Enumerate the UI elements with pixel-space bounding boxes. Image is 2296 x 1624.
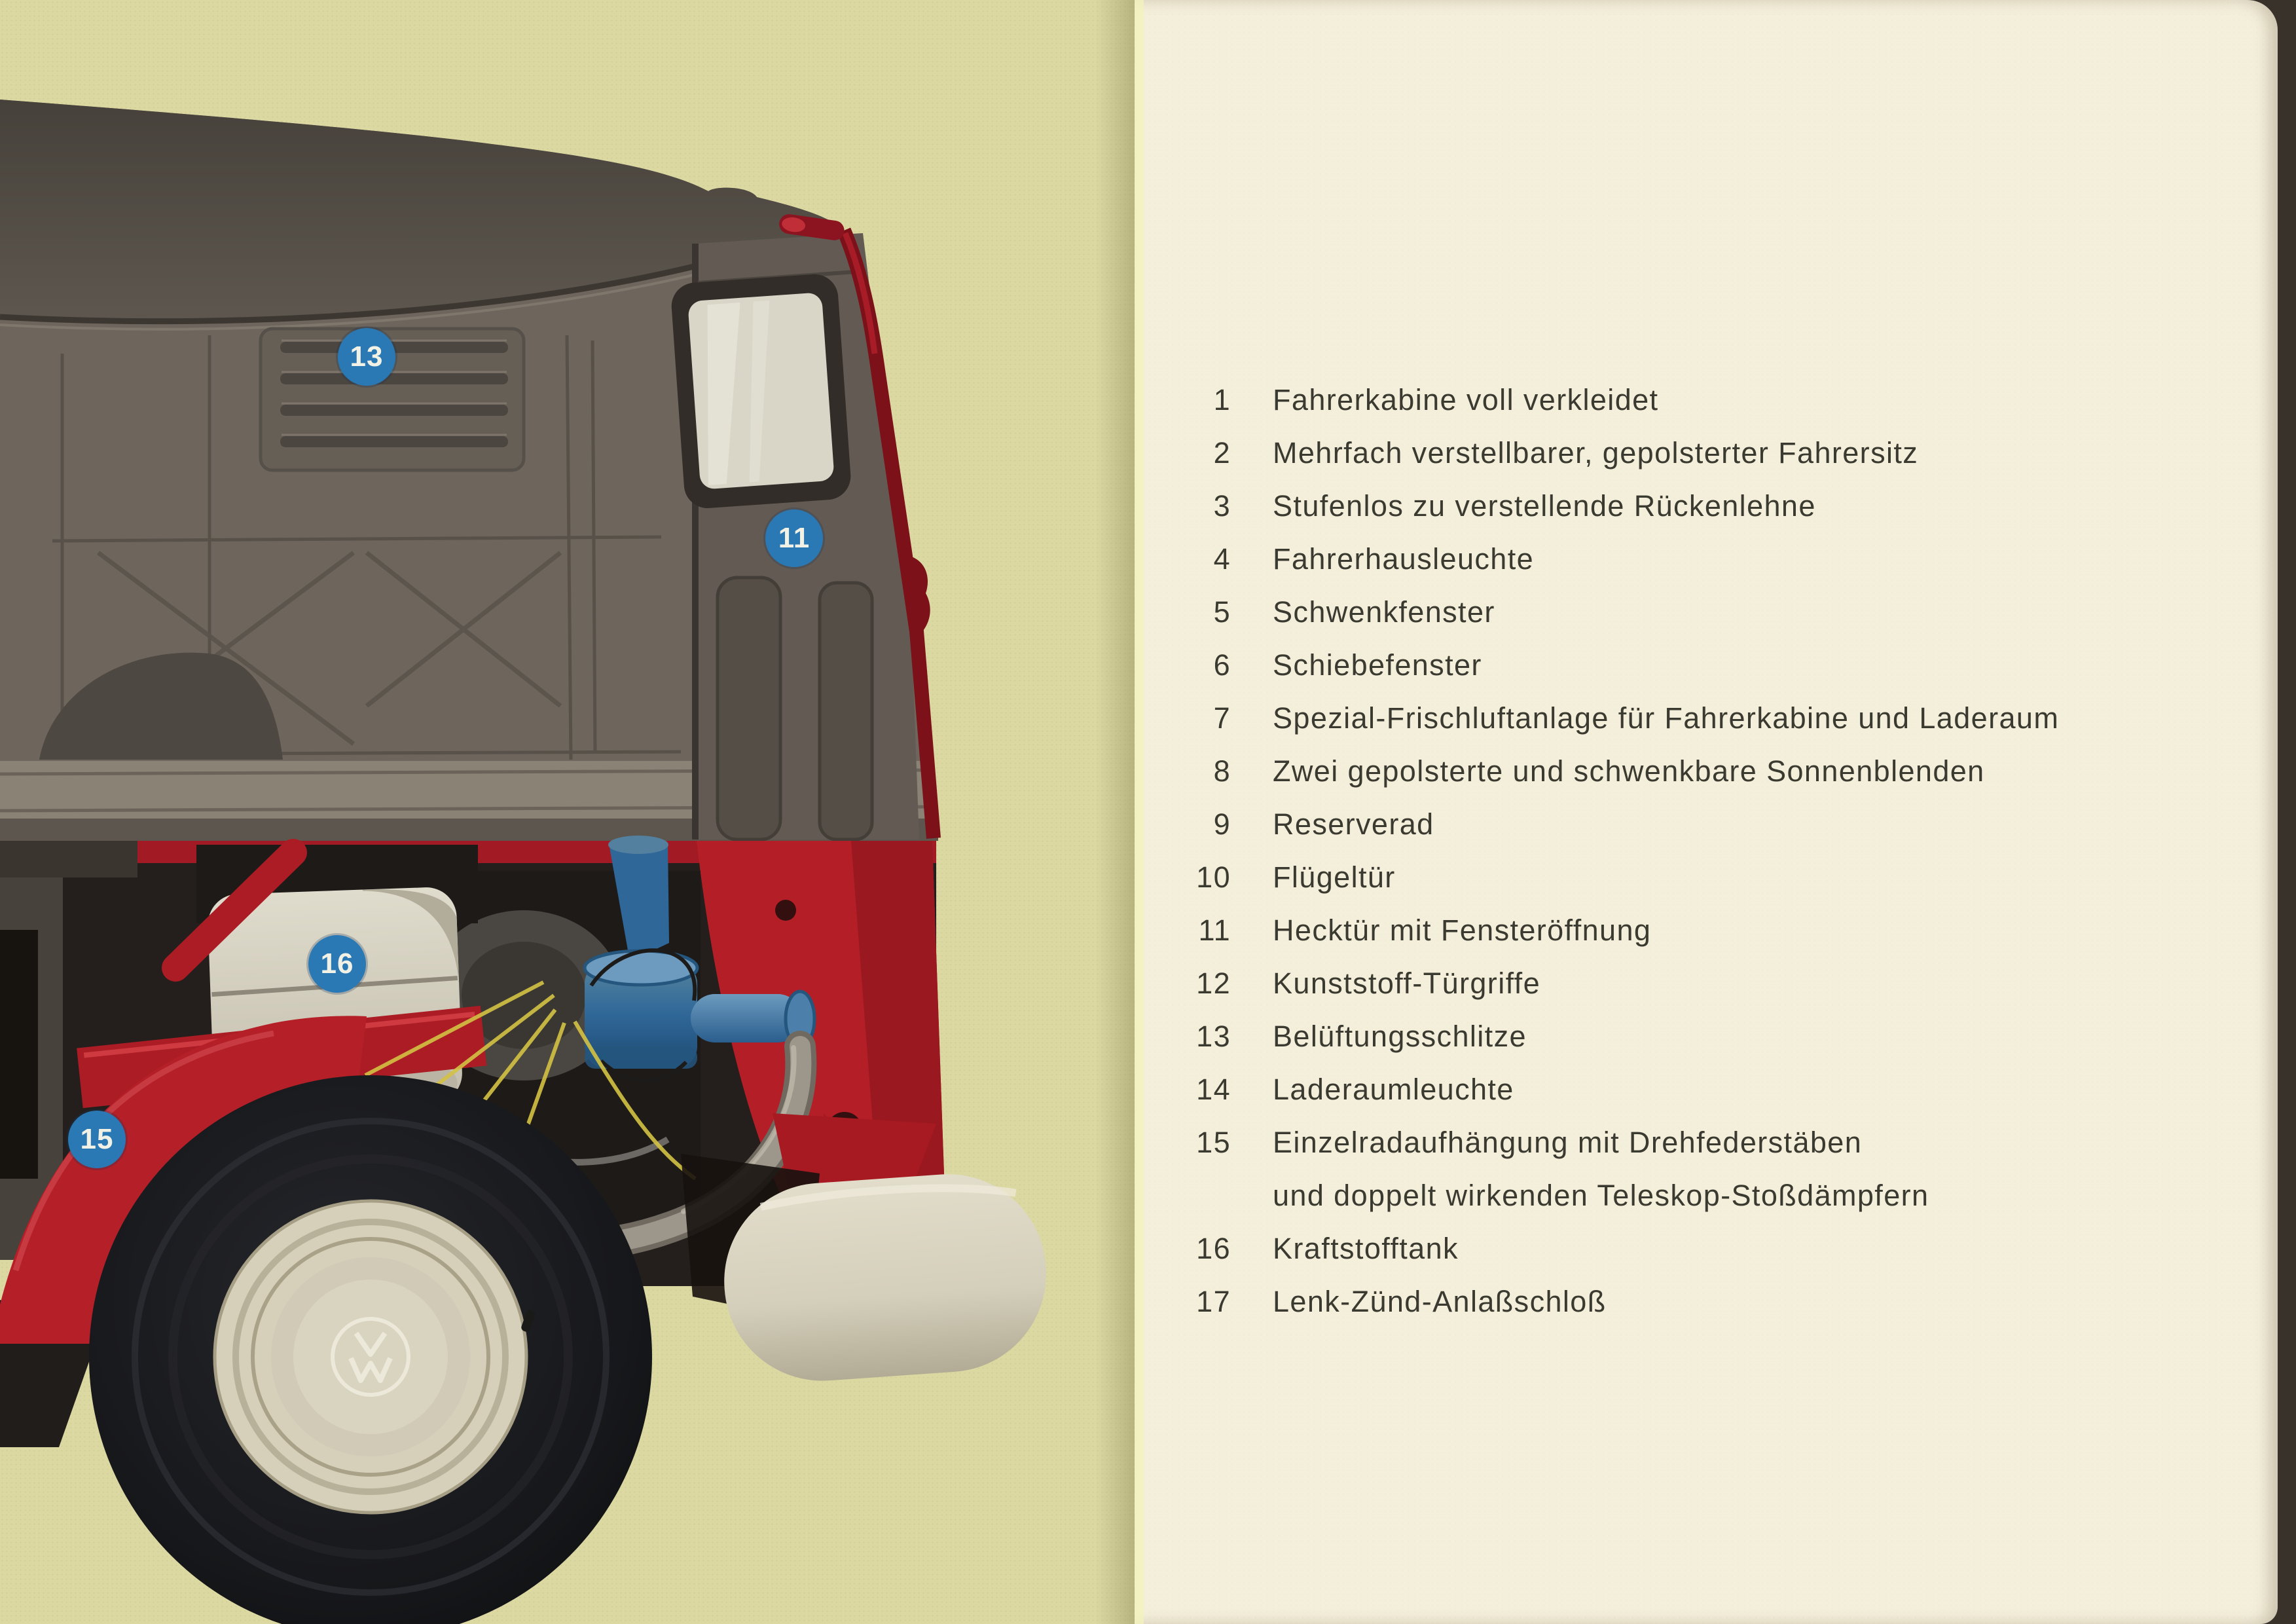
legend-item-number: 3: [1213, 489, 1231, 523]
legend-item-number: 2: [1213, 436, 1231, 470]
door-recess-left: [718, 578, 780, 840]
callout-badge-13: 13: [338, 328, 395, 386]
legend-item: [1171, 851, 2059, 904]
legend-list: [1171, 373, 2059, 1328]
legend-item-number: 15: [1196, 1126, 1231, 1159]
legend-item-label: Schwenkfenster: [1273, 595, 1495, 629]
legend-item-label: Mehrfach verstellbarer, gepolsterter Fahrersitz: [1273, 436, 1919, 470]
legend-item-number: 4: [1213, 542, 1231, 576]
legend-item-label: Fahrerkabine voll verkleidet: [1273, 383, 1659, 416]
legend-item: [1171, 692, 2059, 745]
rear-wheel: [89, 1075, 652, 1624]
legend-item-number: 8: [1213, 754, 1231, 788]
legend-item-number: 5: [1213, 595, 1231, 629]
legend-item: [1171, 1275, 2059, 1328]
legend-item: [1171, 373, 2059, 426]
callout-badge-11: 11: [765, 509, 823, 567]
legend-item: [1171, 1169, 2059, 1222]
legend-item: [1171, 1010, 2059, 1063]
legend-item: [1171, 904, 2059, 957]
legend-item-number: 17: [1196, 1285, 1231, 1318]
legend-item-label: Reserverad: [1273, 807, 1434, 841]
legend-item-label: Flügeltür: [1273, 860, 1396, 894]
legend-item: [1171, 638, 2059, 692]
van-cutaway-illustration: [0, 0, 1135, 1624]
legend-item-number: [1171, 1169, 1231, 1222]
legend-item-number: 10: [1196, 860, 1231, 894]
legend-item: [1171, 957, 2059, 1010]
legend-item-number: 14: [1196, 1073, 1231, 1106]
legend-item-label: Laderaumleuchte: [1273, 1073, 1514, 1106]
callout-badge-16: 16: [308, 935, 366, 993]
legend-item-number: 9: [1213, 807, 1231, 841]
legend-item-number: 13: [1196, 1020, 1231, 1053]
legend-item-number: 16: [1196, 1232, 1231, 1265]
legend-item: [1171, 798, 2059, 851]
legend-item-label: Hecktür mit Fensteröffnung: [1273, 913, 1652, 947]
legend-item: [1171, 426, 2059, 479]
legend-item-label: Belüftungsschlitze: [1273, 1020, 1527, 1053]
page-fold-shadow: [1095, 0, 1135, 1624]
legend-item-label: Einzelradaufhängung mit Drehfederstäben: [1273, 1126, 1863, 1159]
page-fold-highlight: [1135, 0, 1144, 1624]
legend-item: [1171, 532, 2059, 585]
legend-item-label: Kunststoff-Türgriffe: [1273, 967, 1541, 1000]
legend-item: [1171, 1063, 2059, 1116]
legend-item-label: Stufenlos zu verstellende Rückenlehne: [1273, 489, 1816, 523]
callout-badge-15: 15: [68, 1111, 126, 1168]
legend-item-label: Kraftstofftank: [1273, 1232, 1459, 1265]
legend-item-label: Fahrerhausleuchte: [1273, 542, 1535, 576]
legend-item-number: 12: [1196, 967, 1231, 1000]
door-recess-right: [820, 583, 872, 840]
legend-item: [1171, 585, 2059, 638]
legend-item-label: Zwei gepolsterte und schwenkbare Sonnenblenden: [1273, 754, 1985, 788]
legend-item: [1171, 479, 2059, 532]
legend-item-label: Schiebefenster: [1273, 648, 1482, 682]
legend-item-number: 7: [1213, 701, 1231, 735]
legend-item-number: 6: [1213, 648, 1231, 682]
legend-item: [1171, 1116, 2059, 1169]
legend-item-label: Spezial-Frischluftanlage für Fahrerkabine und Laderaum: [1273, 701, 2060, 735]
legend-item: [1171, 1222, 2059, 1275]
legend-item-number: 11: [1198, 913, 1231, 947]
legend-item-label: und doppelt wirkenden Teleskop-Stoßdämpfern: [1273, 1179, 1929, 1212]
legend-item-label: Lenk-Zünd-Anlaßschloß: [1273, 1285, 1607, 1318]
left-page: [0, 0, 1135, 1624]
legend-item-number: 1: [1213, 383, 1231, 416]
legend-item: [1171, 745, 2059, 798]
